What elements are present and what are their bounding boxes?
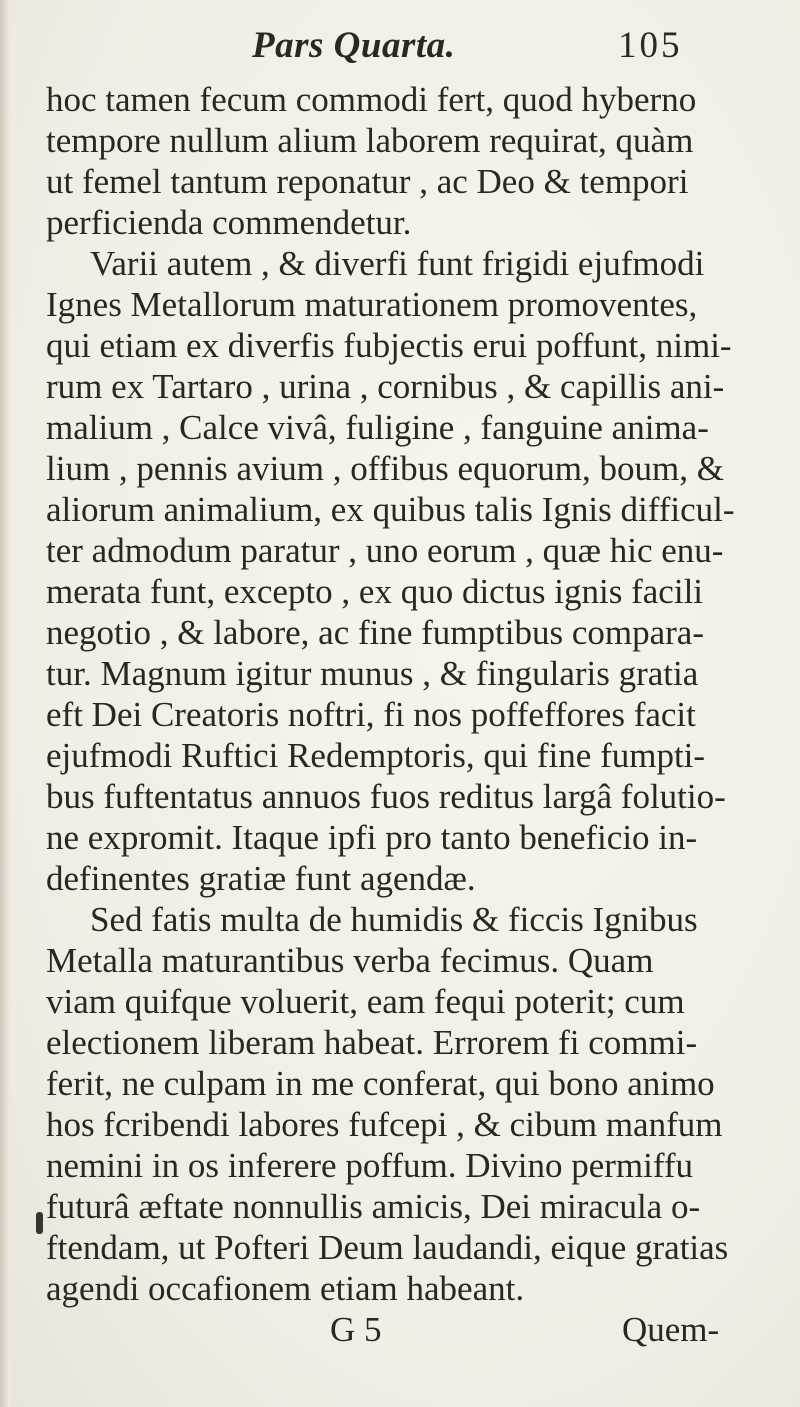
text-line: rum ex Tartaro , urina , cornibus , & capillis ani- bbox=[46, 367, 725, 406]
text-line: Metalla maturantibus verba fecimus. Quam bbox=[46, 941, 654, 980]
page-edge-shadow bbox=[0, 0, 10, 1407]
text-line: ut femel tantum reponatur , ac Deo & tempori bbox=[46, 162, 689, 201]
text-line: eft Dei Creatoris noftri, fi nos poffeffores facit bbox=[46, 695, 696, 734]
text-line: Sed fatis multa de humidis & ficcis Ignibus bbox=[90, 900, 698, 939]
text-line: malium , Calce vivâ, fuligine , fanguine anima- bbox=[46, 408, 709, 447]
text-line: negotio , & labore, ac fine fumptibus compara- bbox=[46, 613, 704, 652]
text-line: ejufmodi Ruftici Redemptoris, qui fine fumpti- bbox=[46, 736, 706, 775]
text-line: ter admodum paratur , uno eorum , quæ hic enu- bbox=[46, 531, 724, 570]
ink-smudge bbox=[36, 1212, 43, 1234]
text-line: futurâ æftate nonnullis amicis, Dei miracula o- bbox=[46, 1187, 701, 1226]
signature-mark: G 5 bbox=[330, 1310, 382, 1349]
page-number: 105 bbox=[618, 25, 683, 66]
text-line: perficienda commendetur. bbox=[46, 203, 412, 242]
text-line: definentes gratiæ funt agendæ. bbox=[46, 859, 476, 898]
text-line: ne expromit. Itaque ipfi pro tanto beneficio in- bbox=[46, 818, 698, 857]
text-line: agendi occafionem etiam habeant. bbox=[46, 1269, 525, 1308]
text-line: hos fcribendi labores fufcepi , & cibum manfum bbox=[46, 1105, 723, 1144]
catchword: Quem- bbox=[622, 1310, 720, 1349]
text-line: Varii autem , & diverfi funt frigidi ejufmodi bbox=[90, 244, 705, 283]
page-header bbox=[0, 10, 800, 80]
text-line: aliorum animalium, ex quibus talis Ignis difficul- bbox=[46, 490, 735, 529]
text-line: Ignes Metallorum maturationem promoventes, bbox=[46, 285, 698, 324]
text-line: qui etiam ex diverfis fubjectis erui poffunt, nimi- bbox=[46, 326, 732, 365]
text-line: ferit, ne culpam in me conferat, qui bono animo bbox=[46, 1064, 715, 1103]
text-line: tur. Magnum igitur munus , & fingularis gratia bbox=[46, 654, 699, 693]
text-line: bus fuftentatus annuos fuos reditus largâ folutio- bbox=[46, 777, 726, 816]
text-line: electionem liberam habeat. Errorem fi commi- bbox=[46, 1023, 698, 1062]
text-line: nemini in os inferere poffum. Divino permiffu bbox=[46, 1146, 694, 1185]
text-line: ftendam, ut Pofteri Deum laudandi, eique gratias bbox=[46, 1228, 729, 1267]
text-line: hoc tamen fecum commodi fert, quod hyberno bbox=[46, 80, 697, 119]
text-line: lium , pennis avium , offibus equorum, boum, & bbox=[46, 449, 724, 488]
running-head: Pars Quarta. bbox=[252, 25, 456, 66]
text-line: viam quifque voluerit, eam fequi poterit; cum bbox=[46, 982, 685, 1021]
text-line: merata funt, excepto , ex quo dictus ignis facili bbox=[46, 572, 704, 611]
text-line: tempore nullum alium laborem requirat, quàm bbox=[46, 121, 694, 160]
